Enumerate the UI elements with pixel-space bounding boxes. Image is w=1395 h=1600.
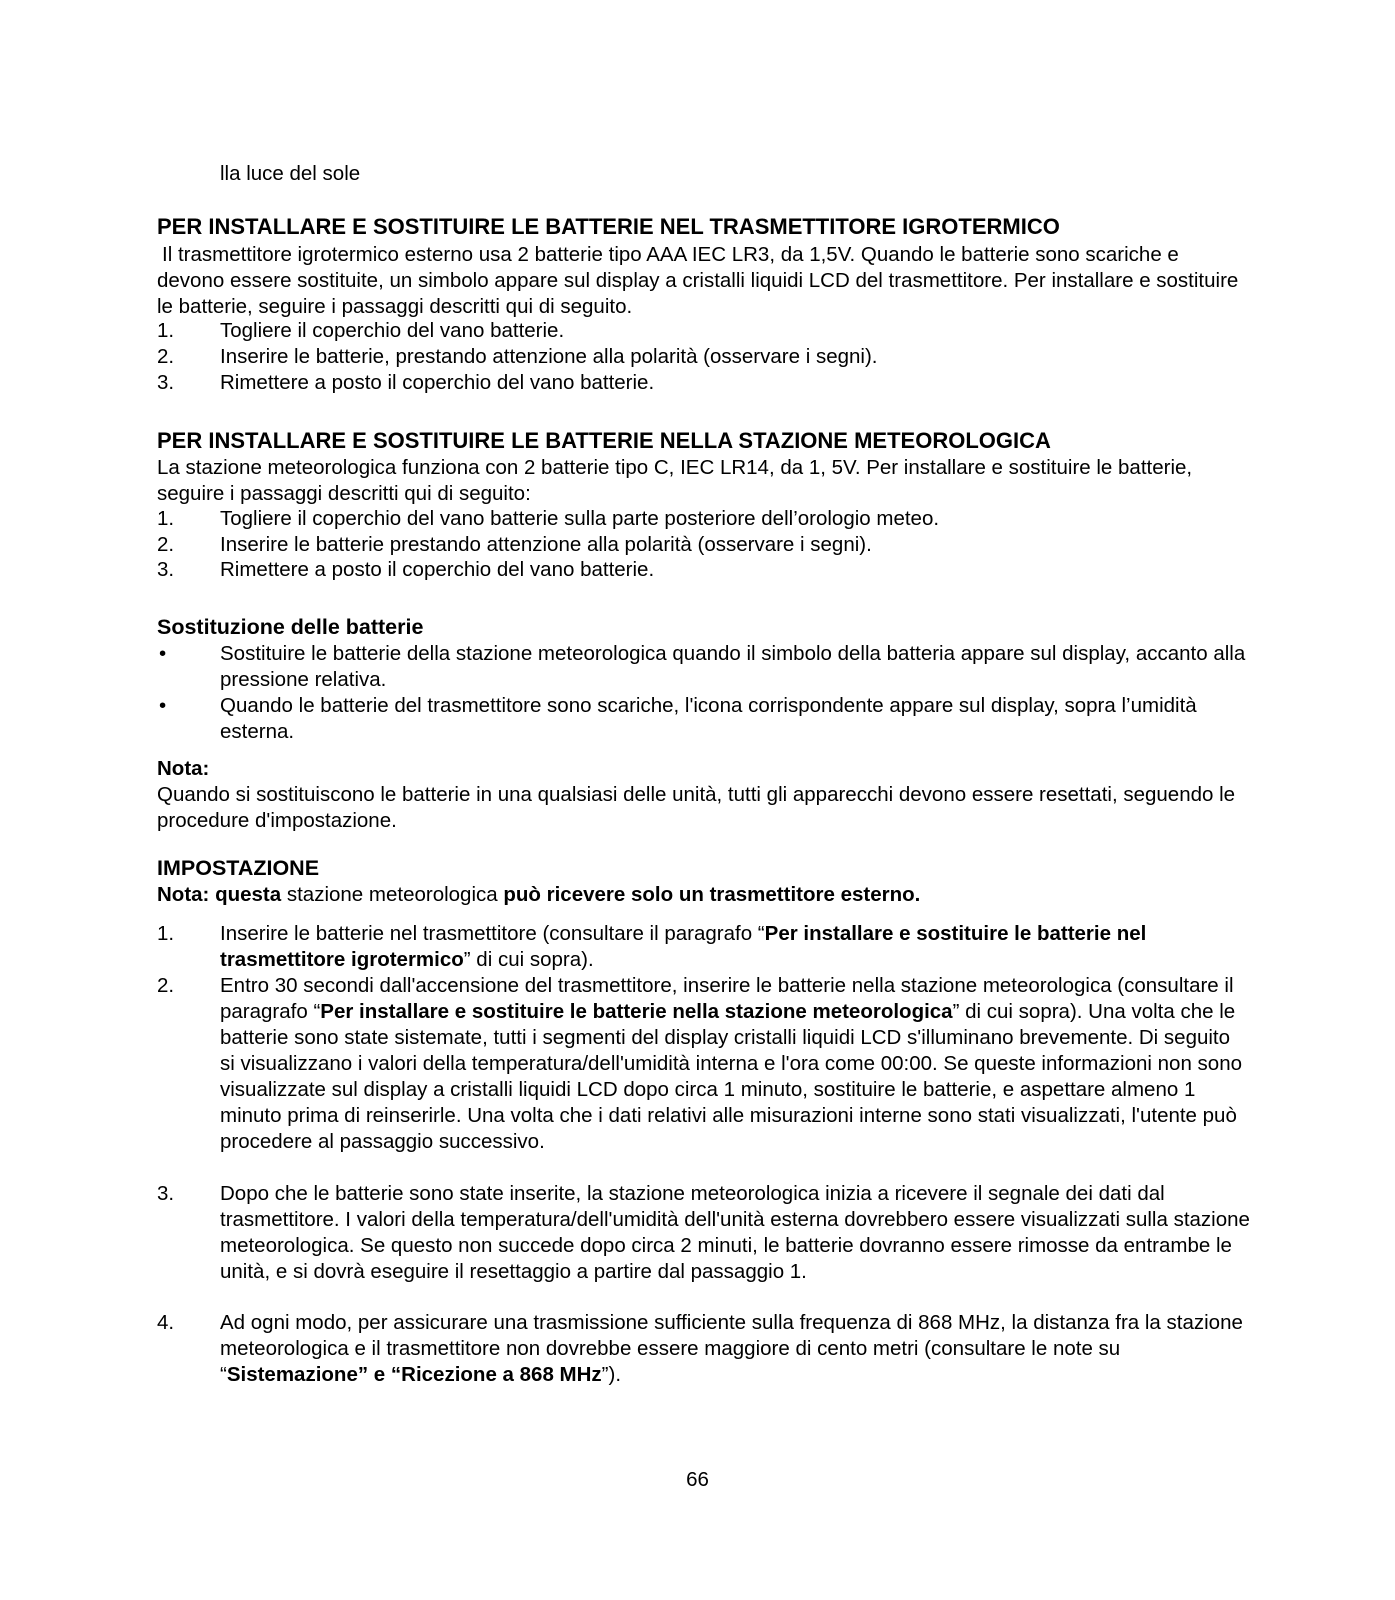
bullet-icon: • bbox=[159, 694, 167, 717]
note-text: Quando si sostituiscono le batterie in una qualsiasi delle unità, tutti gli apparecchi devono essere resettati, seguendo le procedure d'impostazione. bbox=[157, 783, 1236, 832]
note-label: Nota: bbox=[157, 757, 210, 780]
section-heading-station-batteries: PER INSTALLARE E SOSTITUIRE LE BATTERIE NELLA STAZIONE METEOROLOGICA bbox=[157, 428, 1051, 453]
section-heading-transmitter-batteries: PER INSTALLARE E SOSTITUIRE LE BATTERIE NEL TRASMETTITORE IGROTERMICO bbox=[157, 214, 1060, 239]
page-number: 66 bbox=[686, 1468, 709, 1491]
section-heading-battery-replacement: Sostituzione delle batterie bbox=[157, 615, 424, 639]
section-heading-setup: IMPOSTAZIONE bbox=[157, 856, 320, 880]
bullet-icon: • bbox=[159, 642, 167, 665]
setup-note: Nota: questa stazione meteorologica può ricevere solo un trasmettitore esterno. bbox=[157, 883, 921, 906]
intro-line: lla luce del sole bbox=[220, 162, 361, 185]
section-paragraph: Il trasmettitore igrotermico esterno usa 2 batterie tipo AAA IEC LR3, da 1,5V. Quando le batterie sono scariche e devono essere sostituite, un simbolo appare sul display a cristalli liquidi LCD del trasmettitore. Per installare e sostituire le batterie, seguire i passaggi descritti qui di seguito. bbox=[157, 243, 1239, 318]
document-page: lla luce del sole PER INSTALLARE E SOSTITUIRE LE BATTERIE NEL TRASMETTITORE IGROTERMICO Il trasmettitore igrotermico esterno usa 2 batterie tipo AAA IEC LR3, da 1,5V. Quando le batterie sono scariche e devono essere sostituite, un simbolo appare sul display a cristalli liquidi LCD del trasmettitore. Per installare e sostituire le batterie, seguire i passaggi descritti qui di seguito. 1. Togliere il coperchio del vano batterie. 2. Inserire le batterie, prestando attenzione alla polarità (osservare i segni). 3. Rimettere a posto il coperchio del vano batterie. PER INSTALLARE E SOSTITUIRE LE BATTERIE NELLA STAZIONE METEOROLOGICA La stazione meteorologica funziona con 2 batterie tipo C, IEC LR14, da 1, 5V. Per installare e sostituire le batterie, seguire i passaggi descritti qui di seguito: 1. Togliere il coperchio del vano batterie sulla parte posteriore dell’orologio meteo. 2. Inserire le batterie prestando attenzione alla polarità (osservare i segni). 3. Rimettere a posto il coperchio del vano batterie. Sostituzione delle batterie • Sostituire le batterie della stazione meteorologica quando il simbolo della batteria appare sul display, accanto alla pressione relativa. • Quando le batterie del trasmettitore sono scariche, l'icona corrispondente appare sul display, sopra l’umidità esterna. Nota: Quando si sostituiscono le batterie in una qualsiasi delle unità, tutti gli apparecchi devono essere resettati, seguendo le procedure d'impostazione. IMPOSTAZIONE Nota: questa stazione meteorologica può ricevere solo un trasmettitore esterno. 1. Inserire le batterie nel trasmettitore (consultare il paragrafo “Per installare e sostituire le batterie nel trasmettitore igrotermico” di cui sopra). 2. Entro 30 secondi dall'accensione del trasmettitore, inserire le batterie nella stazione meteorologica (consultare il paragrafo “Per installare e sostituire le batterie nella stazione meteorologica” di cui sopra). Una volta che le batterie sono state sistemate, tutti i segmenti del display cristalli liquidi LCD s'illuminano brevemente. Di seguito si visualizzano i valori della temperatura/dell'umidità interna e l'ora come 00:00. Se queste informazioni non sono visualizzate sul display a cristalli liquidi LCD dopo circa 1 minuto, sostituire le batterie, e aspettare almeno 1 minuto prima di reinserirle. Una volta che i dati relativi alle misurazioni interne sono stati visualizzati, l'utente può procedere al passaggio successivo. 3. Dopo che le batterie sono state inserite, la stazione meteorologica inizia a ricevere il segnale dei dati dal trasmettitore. I valori della temperatura/dell'umidità dell'unità esterna dovrebbero essere visualizzati sulla stazione meteorologica. Se questo non succede dopo circa 2 minuti, le batterie dovranno essere rimosse da entrambe le unità, e si dovrà eseguire il resettaggio a partire dal passaggio 1. 4. Ad ogni modo, per assicurare una trasmissione sufficiente sulla frequenza di 868 MHz, la distanza fra la stazione meteorologica e il trasmettitore non dovrebbe essere maggiore di cento metri (consultare le note su “Sistemazione” e “Ricezione a 868 MHz”). 66 bbox=[0, 0, 1395, 1600]
section-paragraph: La stazione meteorologica funziona con 2 batterie tipo C, IEC LR14, da 1, 5V. Per installare e sostituire le batterie, seguire i passaggi descritti qui di seguito: bbox=[157, 456, 1193, 505]
